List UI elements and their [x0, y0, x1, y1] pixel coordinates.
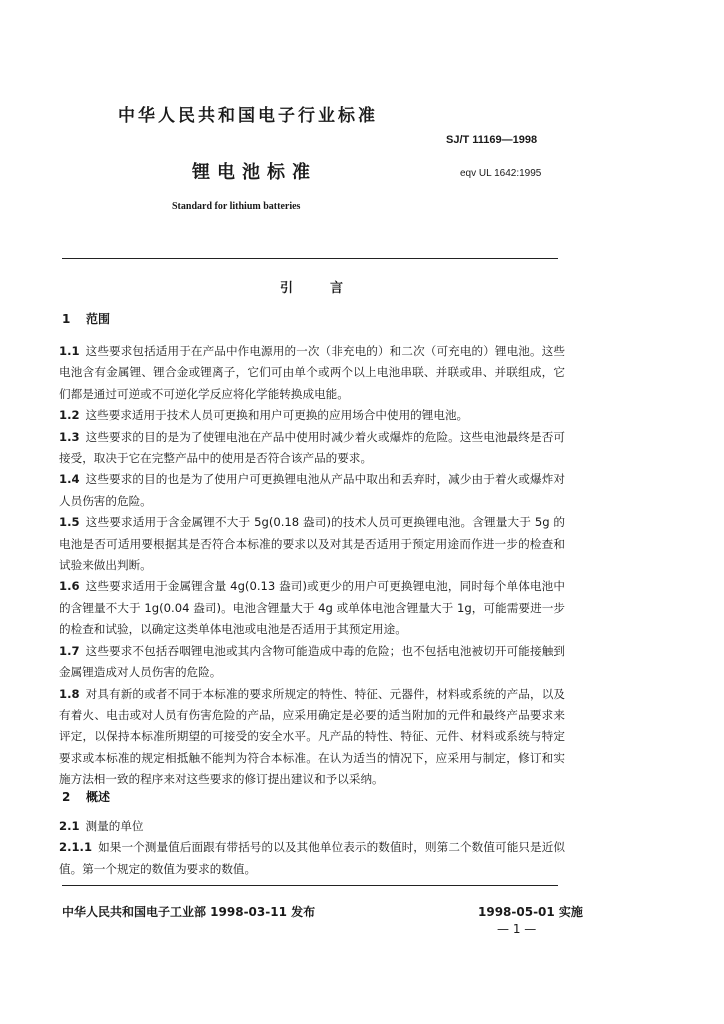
clause-1-6 — [59, 576, 565, 640]
equivalence-note: eqv UL 1642:1995 — [460, 168, 542, 179]
clause-text: 这些要求不包括吞咽锂电池或其内含物可能造成中毒的危险；也不包括电池被切开可能接触到金属锂造成对人员伤害的危险。 — [59, 643, 565, 680]
section-title: 概述 — [86, 790, 111, 804]
standard-number: SJ/T 11169—1998 — [446, 134, 538, 146]
clause-number: 1.2 — [59, 408, 80, 423]
clause-1-8 — [59, 684, 565, 791]
clause-number: 1.1 — [59, 344, 80, 358]
clause-text: 这些要求的目的是为了使锂电池在产品中使用时减少着火或爆炸的危险。这些电池最终是否可接受，取决于它在完整产品中的使用是否符合该产品的要求。 — [59, 429, 565, 466]
clause-text: 这些要求适用于含金属锂不大于 5g(0.18 盎司)的技术人员可更换锂电池。含锂量大于 5g 的电池是否可适用要根据其是否符合本标准的要求以及对其是否适用于预定用途而作进一步的检查和试验来做出判断。 — [59, 515, 565, 573]
clause-text: 这些要求包括适用于在产品中作电源用的一次（非充电的）和二次（可充电的）锂电池。这些电池含有金属锂、锂合金或锂离子，它们可由单个或两个以上电池串联、并联或串、并联组成，它们都是通过可逆或不可逆化学反应将化学能转换成电能。 — [59, 344, 565, 401]
clause-1-3 — [59, 427, 565, 470]
intro-heading-char-2: 言 — [330, 281, 344, 296]
effective-date: 1998-05-01 实施 — [478, 905, 583, 919]
clause-number: 1.7 — [59, 643, 80, 658]
clause-2-1-1 — [59, 837, 565, 880]
section-number: 2 — [62, 790, 71, 804]
english-subtitle: Standard for lithium batteries — [172, 201, 301, 212]
clause-1-4 — [59, 469, 565, 512]
clause-number: 1.6 — [59, 579, 80, 594]
clause-1-2 — [59, 405, 565, 426]
clause-1-7 — [59, 641, 565, 684]
section-title: 范围 — [86, 312, 111, 326]
page-number: — 1 — — [497, 922, 537, 936]
clause-1-5 — [59, 512, 565, 576]
clause-number: 1.4 — [59, 472, 80, 487]
clause-text: 测量的单位 — [85, 819, 144, 833]
clause-text: 这些要求适用于技术人员可更换和用户可更换的应用场合中使用的锂电池。 — [85, 408, 469, 423]
clause-text: 这些要求的目的也是为了使用户可更换锂电池从产品中取出和丢弃时，减少由于着火或爆炸对人员伤害的危险。 — [59, 472, 565, 508]
clause-1-1 — [59, 341, 565, 405]
clause-number: 2.1.1 — [59, 840, 93, 855]
clause-text: 对具有新的或者不同于本标准的要求所规定的特性、特征、元器件，材料或系统的产品，以及有着火、电击或对人员有伤害危险的产品，应采用确定是必要的适当附加的元件和最终产品要求来评定，以保持本标准所期望的可接受的安全水平。凡产品的特性、特征、元件、材料或系统与特定要求或本标准的规定相抵触不能判为符合本标准。在认为适当的情况下，应采用与制定，修订和实施方法相一致的程序来对这些要求的修订提出建议和予以采纳。 — [59, 686, 565, 787]
overview-clauses — [59, 816, 565, 880]
clause-text: 这些要求适用于金属锂含量 4g(0.13 盎司)或更少的用户可更换锂电池，同时每个单体电池中的含锂量不大于 1g(0.04 盎司)。电池含锂量大于 4g 或单体电池含锂量大于 1g，可能需要进一步的检查和试验，以确定这类单体电池或电池是否适用于其预定用途。 — [59, 579, 565, 637]
standard-org-header: 中华人民共和国电子行业标准 — [118, 106, 378, 126]
intro-heading-char-1: 引 — [280, 281, 294, 296]
top-divider — [62, 258, 558, 259]
issue-date: 中华人民共和国电子工业部 1998-03-11 发布 — [62, 905, 316, 919]
clause-number: 2.1 — [59, 819, 80, 833]
document-title: 锂电池标准 — [192, 162, 317, 183]
bottom-divider — [62, 885, 558, 886]
section-number: 1 — [62, 312, 71, 326]
clause-number: 1.5 — [59, 515, 80, 530]
clause-number: 1.8 — [59, 686, 80, 701]
section-heading-scope — [62, 310, 110, 327]
clause-text: 如果一个测量值后面跟有带括号的以及其他单位表示的数值时，则第二个数值可能只是近似值。第一个规定的数值为要求的数值。 — [59, 840, 565, 876]
scope-clauses — [59, 341, 565, 791]
clause-number: 1.3 — [59, 429, 80, 444]
section-heading-overview — [62, 788, 110, 805]
clause-2-1 — [59, 816, 565, 837]
